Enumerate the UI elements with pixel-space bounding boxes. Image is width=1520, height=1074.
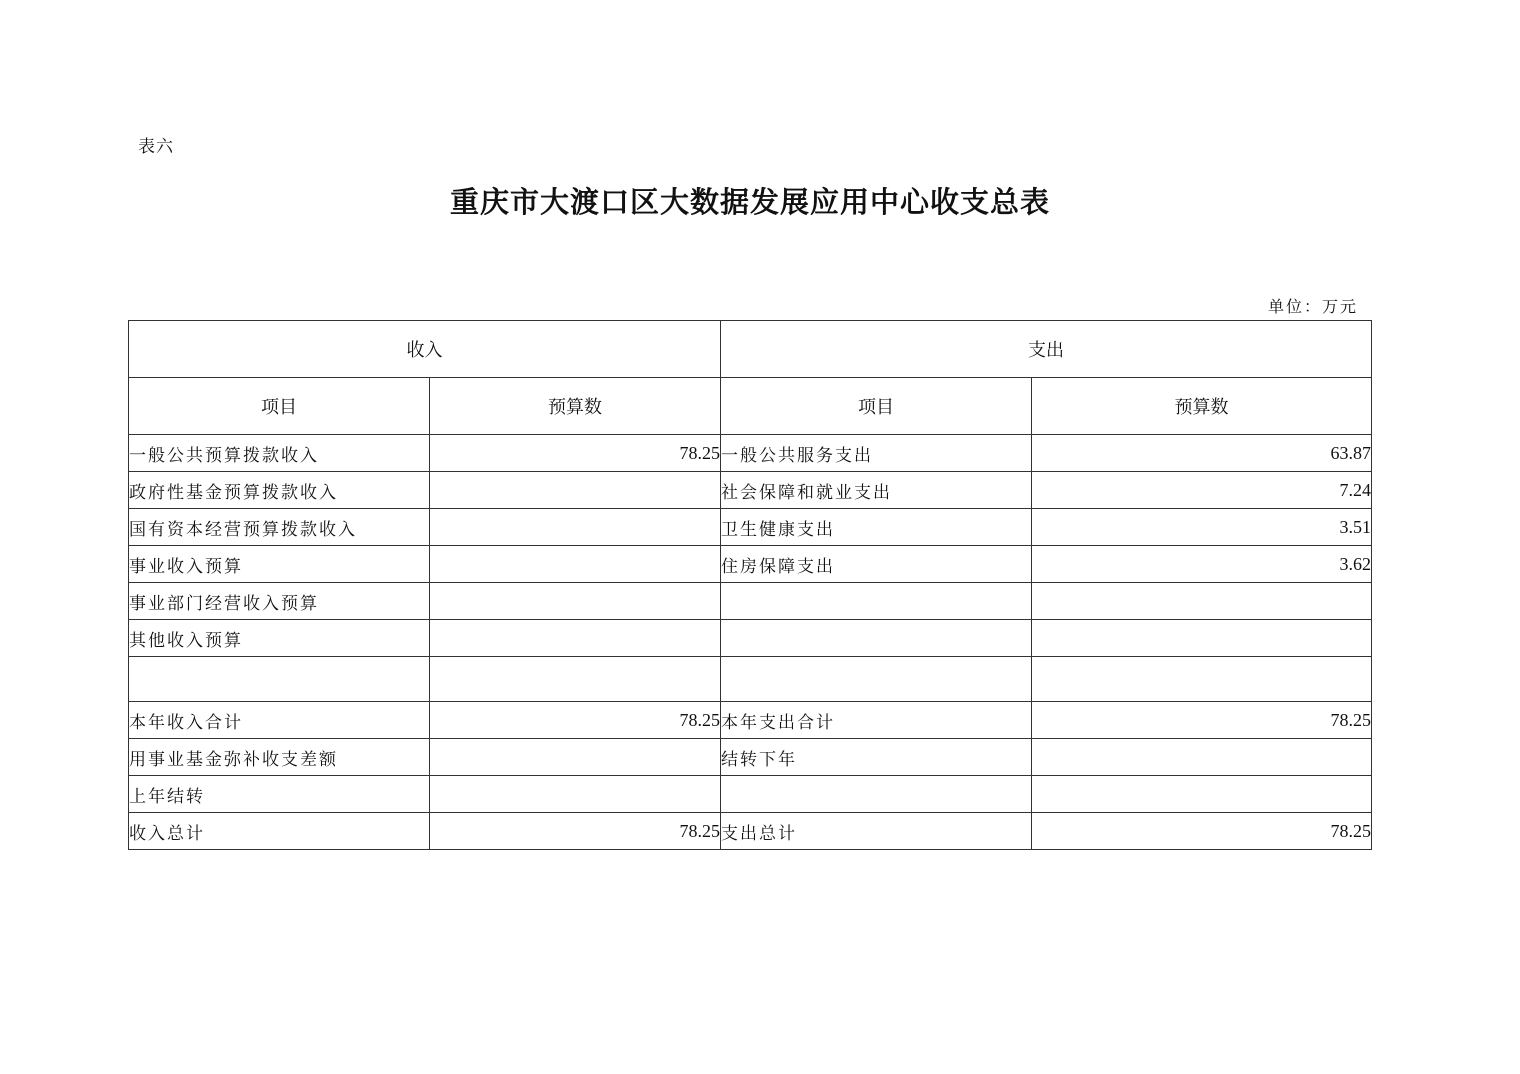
table-row (129, 702, 1372, 739)
expense-item-cell (721, 657, 1032, 702)
income-item-cell: 事业收入预算 (129, 546, 430, 583)
expense-amount-cell (1032, 583, 1372, 620)
expense-item-cell (721, 620, 1032, 657)
income-item-cell: 收入总计 (129, 813, 430, 850)
income-amount-cell (430, 546, 721, 583)
table-row (129, 472, 1372, 509)
column-header-row (129, 378, 1372, 435)
expense-item-cell (721, 776, 1032, 813)
income-item-cell: 本年收入合计 (129, 702, 430, 739)
income-amount-cell (430, 583, 721, 620)
income-item-cell: 一般公共预算拨款收入 (129, 435, 430, 472)
expense-amount-cell: 78.25 (1032, 702, 1372, 739)
income-amount-cell (430, 620, 721, 657)
income-amount-cell (430, 776, 721, 813)
expense-item-cell: 一般公共服务支出 (721, 435, 1032, 472)
expense-item-cell: 本年支出合计 (721, 702, 1032, 739)
expense-amount-cell: 63.87 (1032, 435, 1372, 472)
income-item-header: 项目 (129, 378, 430, 435)
expense-amount-cell: 7.24 (1032, 472, 1372, 509)
page-title: 重庆市大渡口区大数据发展应用中心收支总表 (449, 185, 1050, 219)
expense-amount-cell (1032, 739, 1372, 776)
expense-item-cell: 支出总计 (721, 813, 1032, 850)
income-amount-cell (430, 739, 721, 776)
table-row (129, 739, 1372, 776)
income-item-cell (129, 657, 430, 702)
expenditure-item-header: 项目 (721, 378, 1032, 435)
expense-amount-cell (1032, 657, 1372, 702)
expense-item-cell: 社会保障和就业支出 (721, 472, 1032, 509)
expense-amount-cell: 3.51 (1032, 509, 1372, 546)
table-row (129, 813, 1372, 850)
expense-amount-cell: 78.25 (1032, 813, 1372, 850)
income-item-cell: 国有资本经营预算拨款收入 (129, 509, 430, 546)
table-row (129, 435, 1372, 472)
income-item-cell: 事业部门经营收入预算 (129, 583, 430, 620)
income-item-cell: 政府性基金预算拨款收入 (129, 472, 430, 509)
income-amount-cell: 78.25 (430, 435, 721, 472)
income-amount-cell (430, 657, 721, 702)
table-row (129, 546, 1372, 583)
expenditure-budget-header: 预算数 (1032, 378, 1372, 435)
expenditure-group-header: 支出 (721, 321, 1372, 378)
income-group-header: 收入 (129, 321, 721, 378)
income-amount-cell: 78.25 (430, 702, 721, 739)
income-amount-cell (430, 509, 721, 546)
income-amount-cell (430, 472, 721, 509)
table-row (129, 657, 1372, 702)
income-item-cell: 用事业基金弥补收支差额 (129, 739, 430, 776)
expense-amount-cell (1032, 776, 1372, 813)
expense-item-cell: 住房保障支出 (721, 546, 1032, 583)
income-item-cell: 其他收入预算 (129, 620, 430, 657)
budget-table (128, 320, 1372, 850)
expense-item-cell: 卫生健康支出 (721, 509, 1032, 546)
income-item-cell: 上年结转 (129, 776, 430, 813)
group-header-row (129, 321, 1372, 378)
expense-item-cell: 结转下年 (721, 739, 1032, 776)
expense-item-cell (721, 583, 1032, 620)
table-row (129, 583, 1372, 620)
table-row (129, 776, 1372, 813)
table-row (129, 620, 1372, 657)
expense-amount-cell: 3.62 (1032, 546, 1372, 583)
expense-amount-cell (1032, 620, 1372, 657)
table-label: 表六 (138, 137, 174, 157)
table-row (129, 509, 1372, 546)
unit-label: 单位：万元 (1267, 297, 1358, 316)
income-budget-header: 预算数 (430, 378, 721, 435)
income-amount-cell: 78.25 (430, 813, 721, 850)
